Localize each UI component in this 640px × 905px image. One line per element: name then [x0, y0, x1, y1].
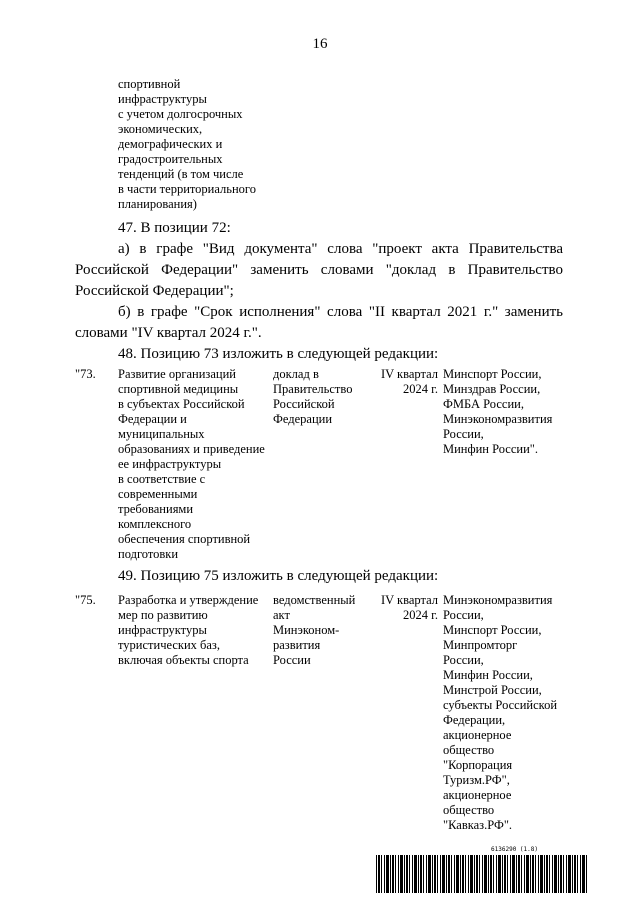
row-73-number: "73. — [75, 367, 96, 381]
row-75-name: Разработка и утверждение мер по развитию инфраструктуры туристических баз, включая объекты спорта — [118, 593, 259, 667]
item-47-b-line1: б) в графе "Срок исполнения" слова "II квартал 2021 г." заменить — [118, 304, 563, 320]
row-73-executors: Минспорт России, Минздрав России, ФМБА России, Минэкономразвития России, Минфин России". — [443, 367, 553, 456]
row-73-term: IV квартал 2024 г. — [380, 367, 438, 396]
item-47-a-line1: а) в графе "Вид документа" слова "проект акта Правительства — [118, 241, 563, 257]
row-75-number: "75. — [75, 593, 96, 607]
item-47-b-line2: словами "IV квартал 2024 г.". — [75, 325, 262, 341]
item-47-heading: 47. В позиции 72: — [118, 220, 231, 236]
item-47-a-line3: Российской Федерации"; — [75, 283, 234, 299]
continuation-cell-text: спортивной инфраструктуры с учетом долгосрочных экономических, демографических и градостроительных тенденций (в том числе в части территориального планирования) — [118, 77, 256, 211]
row-75-term: IV квартал 2024 г. — [380, 593, 438, 622]
barcode-bars — [376, 855, 588, 893]
row-73-document: доклад в Правительство Российской Федерации — [273, 367, 353, 426]
barcode-number: 6136290 (1.8) — [491, 846, 538, 853]
item-47-a-line2: Российской Федерации" заменить словами "доклад в Правительство — [75, 262, 563, 278]
item-49-heading: 49. Позицию 75 изложить в следующей редакции: — [118, 568, 439, 584]
row-75-document: ведомственный акт Минэконом- развития России — [273, 593, 356, 667]
barcode — [376, 846, 588, 894]
item-48-heading: 48. Позицию 73 изложить в следующей редакции: — [118, 346, 439, 362]
page-number: 16 — [312, 36, 328, 52]
row-73-name: Развитие организаций спортивной медицины в субъектах Российской Федерации и муниципальных образованиях и приведение ее инфраструктуры в соответствие с современными требованиями комплексного обеспечения спортивной подготовки — [118, 367, 265, 561]
row-75-executors: Минэкономразвития России, Минспорт России, Минпромторг России, Минфин России, Минстрой России, субъекты Российской Федерации, акционерное общество "Корпорация Туризм.РФ", акционерное общество "Кавказ.РФ". — [443, 593, 558, 832]
